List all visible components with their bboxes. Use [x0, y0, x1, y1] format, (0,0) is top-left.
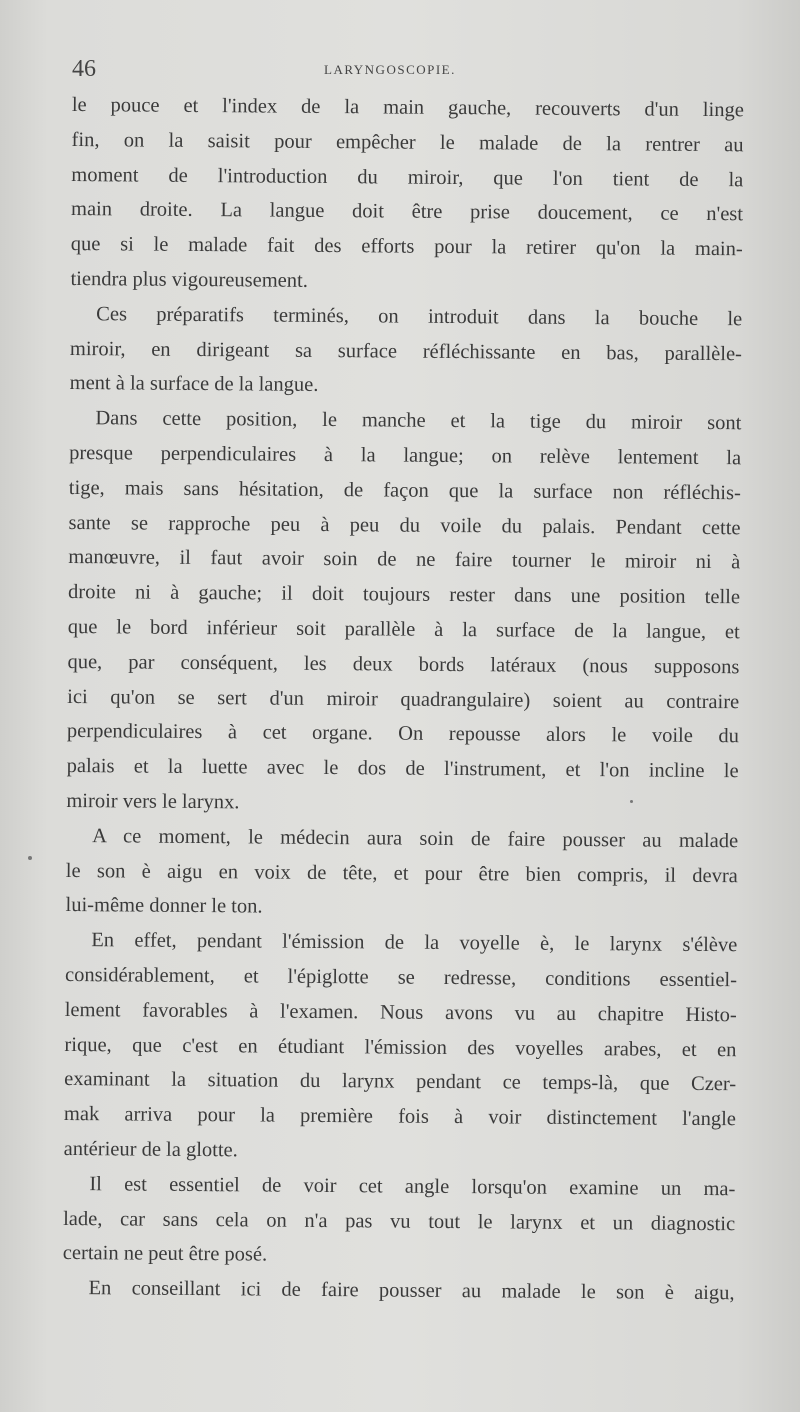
- print-speck: [630, 800, 633, 803]
- text-line: Il est essentiel de voir cet angle lorsqu'on examine un ma-: [89, 1172, 736, 1200]
- text-line: palais et la luette avec le dos de l'instrument, et l'on incline le: [66, 755, 739, 783]
- text-line: fin, on la saisit pour empêcher le malade de la rentrer au: [71, 128, 744, 157]
- text-line: moment de l'introduction du miroir, que l'on tient de la: [71, 163, 744, 191]
- running-title: LARYNGOSCOPIE.: [324, 62, 456, 77]
- text-line: A ce moment, le médecin aura soin de faire pousser au malade: [92, 824, 739, 852]
- text-line: que le bord inférieur soit parallèle à la surface de la langue, et: [67, 615, 740, 644]
- text-line: le pouce et l'index de la main gauche, recouverts d'un linge: [71, 93, 744, 122]
- text-line: presque perpendiculaires à la langue; on relève lentement la: [69, 441, 742, 470]
- text-line: lement favorables à l'examen. Nous avons vu au chapitre Histo-: [64, 998, 737, 1026]
- text-line: tige, mais sans hésitation, de façon que la surface non réfléchis-: [68, 476, 741, 505]
- text-line: miroir, en dirigeant sa surface réfléchissante en bas, parallèle-: [69, 337, 743, 365]
- text-line: En conseillant ici de faire pousser au malade le son è aigu,: [88, 1277, 735, 1305]
- text-line: ici qu'on se sert d'un miroir quadrangulaire) soient au contraire: [67, 685, 740, 713]
- text-line: mak arriva pour la première fois à voir distinctement l'angle: [63, 1103, 737, 1131]
- text-line: que, par conséquent, les deux bords latéraux (nous supposons: [67, 650, 740, 679]
- body-text: [62, 88, 744, 1311]
- text-line: manœuvre, il faut avoir soin de ne faire tourner le miroir ni à: [68, 546, 741, 574]
- text-line: certain ne peut être posé.: [62, 1242, 268, 1266]
- text-line: ment à la surface de la langue.: [69, 372, 319, 397]
- text-line: Ces préparatifs terminés, on introduit dans la bouche le: [96, 302, 743, 331]
- text-line: que si le malade fait des efforts pour la retirer qu'on la main-: [70, 233, 743, 261]
- page-number: 46: [72, 56, 96, 82]
- running-head: [72, 56, 752, 86]
- print-speck: [28, 856, 32, 860]
- text-line: considérablement, et l'épiglotte se redresse, conditions essentiel-: [64, 963, 738, 992]
- text-line: En effet, pendant l'émission de la voyelle è, le larynx s'élève: [91, 929, 738, 957]
- text-line: rique, que c'est en étudiant l'émission des voyelles arabes, et en: [64, 1033, 737, 1061]
- text-line: lui-même donner le ton.: [65, 894, 263, 918]
- text-line: droite ni à gauche; il doit toujours rester dans une position telle: [67, 581, 741, 609]
- text-line: Dans cette position, le manche et la tige du miroir sont: [95, 407, 742, 435]
- text-line: miroir vers le larynx.: [66, 789, 240, 814]
- text-line: tiendra plus vigoureusement.: [70, 267, 308, 292]
- text-line: perpendiculaires à cet organe. On repousse alors le voile du: [66, 720, 740, 748]
- text-line: sante se rapproche peu à peu du voile du palais. Pendant cette: [68, 511, 741, 539]
- text-line: lade, car sans cela on n'a pas vu tout le larynx et un diagnostic: [63, 1207, 736, 1235]
- text-line: antérieur de la glotte.: [63, 1137, 238, 1162]
- text-line: main droite. La langue doit être prise doucement, ce n'est: [70, 198, 744, 226]
- text-line: le son è aigu en voix de tête, et pour être bien compris, il devra: [65, 859, 738, 887]
- text-line: examinant la situation du larynx pendant ce temps-là, que Czer-: [64, 1068, 737, 1096]
